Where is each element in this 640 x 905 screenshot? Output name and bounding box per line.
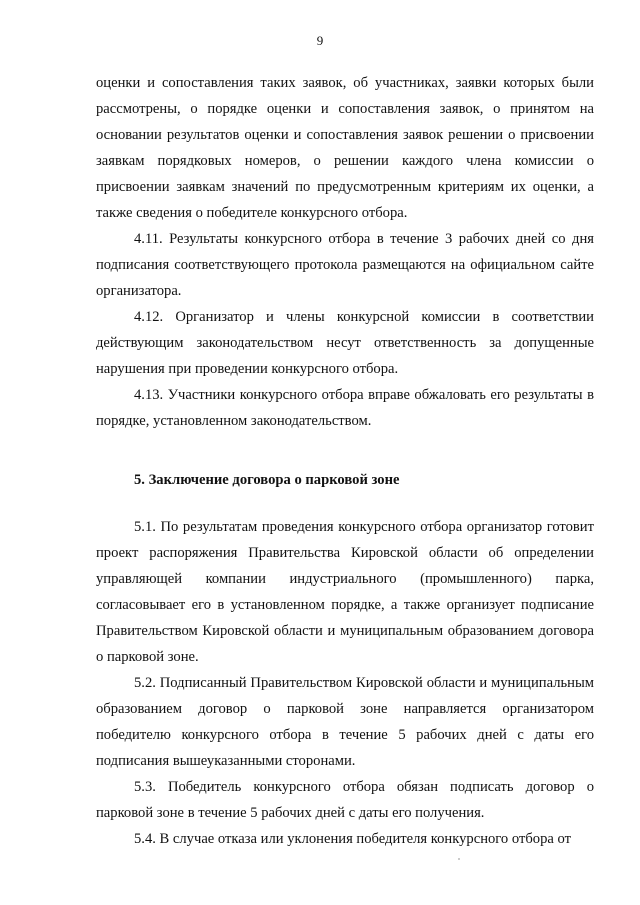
- page-number: 9: [316, 33, 324, 48]
- paragraph-5-4: 5.4. В случае отказа или уклонения победителя конкурсного отбора от: [134, 831, 571, 847]
- scan-speck: [458, 858, 460, 860]
- section-5-heading: 5. Заключение договора о парковой зоне: [134, 472, 400, 488]
- section-5-body: [96, 514, 594, 852]
- paragraph-5-3: 5.3. Победитель конкурсного отбора обязан подписать договор о парковой зоне в течение 5 рабочих дней с даты его получения.: [96, 779, 594, 821]
- paragraph-5-2: 5.2. Подписанный Правительством Кировской области и муниципальным образованием договор о парковой зоне направляется организатором победителю конкурсного отбора в течение 5 рабочих дней с даты его подписания вышеуказанными сторонами.: [96, 675, 594, 769]
- paragraph-4-11: 4.11. Результаты конкурсного отбора в течение 3 рабочих дней со дня подписания соответствующего протокола размещаются на официальном сайте организатора.: [96, 231, 594, 299]
- section-4-continuation: [96, 70, 594, 434]
- paragraph-5-1: 5.1. По результатам проведения конкурсного отбора организатор готовит проект распоряжения Правительства Кировской области об определении управляющей компании индустриального (промышленного) парка, согласовывает его в установленном порядке, а также организует подписание Правительством Кировской области и муниципальным образованием договора о парковой зоне.: [96, 519, 594, 665]
- paragraph-4-13: 4.13. Участники конкурсного отбора вправе обжаловать его результаты в порядке, установленном законодательством.: [96, 387, 594, 429]
- paragraph-4-12: 4.12. Организатор и члены конкурсной комиссии в соответствии действующим законодательством несут ответственность за допущенные нарушения при проведении конкурсного отбора.: [96, 309, 594, 377]
- paragraph-4-10-continuation: оценки и сопоставления таких заявок, об участниках, заявки которых были рассмотрены, о порядке оценки и сопоставления заявок, о принятом на основании результатов оценки и сопоставления заявок решении о присвоении заявкам порядковых номеров, о решении каждого члена комиссии о присвоении заявкам значений по предусмотренным критериям их оценки, а также сведения о победителе конкурсного отбора.: [96, 75, 594, 221]
